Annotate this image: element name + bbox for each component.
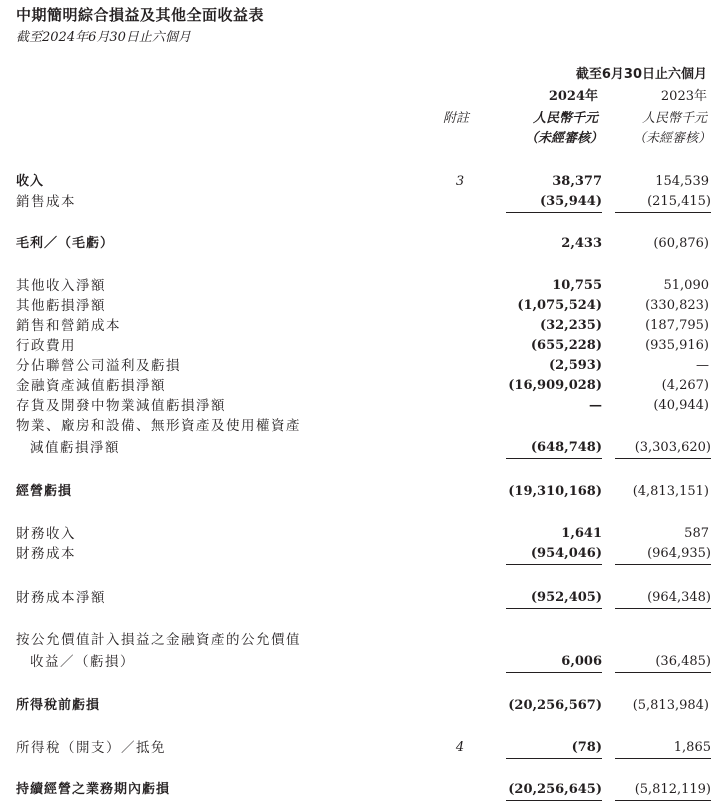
table-row <box>0 396 723 416</box>
row-label: 銷售成本 <box>16 194 76 210</box>
value-2023: (964,348) <box>615 588 711 609</box>
table-row <box>0 630 723 650</box>
value-2024: (2,593) <box>548 358 602 373</box>
table-row <box>0 172 723 192</box>
row-label: 收入 <box>16 174 45 189</box>
year-2024-header: 2024年 <box>548 89 598 104</box>
row-note: 3 <box>455 174 465 189</box>
value-2024: 38,377 <box>552 174 602 189</box>
value-2023: (964,935) <box>615 544 711 565</box>
row-label: 財務成本淨額 <box>16 590 106 606</box>
value-2024: — <box>589 398 602 413</box>
value-2024: 1,641 <box>561 526 602 541</box>
value-2023: — <box>696 358 709 373</box>
table-row <box>0 588 723 608</box>
value-2024: (648,748) <box>506 438 602 459</box>
table-row <box>0 544 723 564</box>
value-2024: (35,944) <box>506 192 602 213</box>
table-row <box>0 738 723 758</box>
table-row <box>0 336 723 356</box>
value-2023: (187,795) <box>645 318 709 333</box>
row-label: 物業、廠房和設備、無形資產及使用權資產 <box>16 418 301 434</box>
value-2023: (5,812,119) <box>615 780 711 801</box>
period-header: 截至6月30日止六個月 <box>575 67 707 82</box>
value-2023: (3,303,620) <box>615 438 711 459</box>
row-label: 持續經營之業務期內虧損 <box>16 782 171 797</box>
value-2024: (20,256,645) <box>506 780 602 801</box>
value-2024: 10,755 <box>552 278 602 293</box>
row-label: 毛利／（毛虧） <box>16 236 115 251</box>
table-row <box>0 234 723 254</box>
table-row <box>0 780 723 800</box>
table-row <box>0 696 723 716</box>
audit-2023-header: （未經審核） <box>632 131 711 146</box>
row-label: 所得稅前虧損 <box>16 698 101 713</box>
table-row <box>0 356 723 376</box>
value-2023: (60,876) <box>653 236 709 251</box>
table-row <box>0 416 723 436</box>
table-row <box>0 438 723 458</box>
row-label: 財務成本 <box>16 546 76 562</box>
table-row <box>0 192 723 212</box>
value-2024: (1,075,524) <box>517 298 602 313</box>
value-2023: (5,813,984) <box>632 698 709 713</box>
row-note: 4 <box>455 740 465 755</box>
value-2023: 51,090 <box>663 278 709 293</box>
row-label: 經營虧損 <box>16 484 73 499</box>
row-label: 分佔聯營公司溢利及虧損 <box>16 358 181 374</box>
statement-title: 中期簡明綜合損益及其他全面收益表 <box>16 6 265 24</box>
value-2024: (954,046) <box>506 544 602 565</box>
value-2024: (952,405) <box>506 588 602 609</box>
row-label: 收益／（虧損） <box>30 654 135 670</box>
value-2024: (20,256,567) <box>508 698 602 713</box>
table-row <box>0 482 723 502</box>
table-row <box>0 652 723 672</box>
value-2024: (78) <box>506 738 602 759</box>
table-row <box>0 276 723 296</box>
value-2023: 154,539 <box>655 174 709 189</box>
currency-2023-header: 人民幣千元 <box>641 111 707 126</box>
row-label: 存貨及開發中物業減值虧損淨額 <box>16 398 226 414</box>
row-label: 減值虧損淨額 <box>30 440 120 456</box>
row-label: 財務收入 <box>16 526 76 542</box>
value-2024: 6,006 <box>506 652 602 673</box>
value-2023: (935,916) <box>645 338 709 353</box>
statement-subtitle: 截至2024年6月30日止六個月 <box>16 30 191 45</box>
value-2023: (4,813,151) <box>632 484 709 499</box>
row-label: 行政費用 <box>16 338 76 354</box>
year-2023-header: 2023年 <box>660 89 707 104</box>
table-row <box>0 296 723 316</box>
row-label: 其他收入淨額 <box>16 278 106 294</box>
value-2023: (4,267) <box>661 378 709 393</box>
value-2023: 1,865 <box>615 738 711 759</box>
value-2024: (32,235) <box>539 318 602 333</box>
row-label: 金融資產減值虧損淨額 <box>16 378 166 394</box>
table-row <box>0 524 723 544</box>
table-row <box>0 316 723 336</box>
row-label: 按公允價值計入損益之金融資產的公允價值 <box>16 632 301 648</box>
value-2023: (40,944) <box>653 398 709 413</box>
row-label: 所得稅（開支）／抵免 <box>16 740 166 756</box>
note-column-header: 附註 <box>443 111 470 126</box>
value-2023: (215,415) <box>615 192 711 213</box>
value-2024: (655,228) <box>530 338 602 353</box>
value-2024: (16,909,028) <box>508 378 602 393</box>
value-2023: (36,485) <box>615 652 711 673</box>
value-2024: (19,310,168) <box>508 484 602 499</box>
value-2023: 587 <box>684 526 709 541</box>
row-label: 銷售和營銷成本 <box>16 318 121 334</box>
audit-2024-header: （未經審核） <box>524 131 603 146</box>
row-label: 其他虧損淨額 <box>16 298 106 314</box>
value-2024: 2,433 <box>561 236 602 251</box>
currency-2024-header: 人民幣千元 <box>532 111 598 126</box>
value-2023: (330,823) <box>645 298 709 313</box>
table-row <box>0 376 723 396</box>
